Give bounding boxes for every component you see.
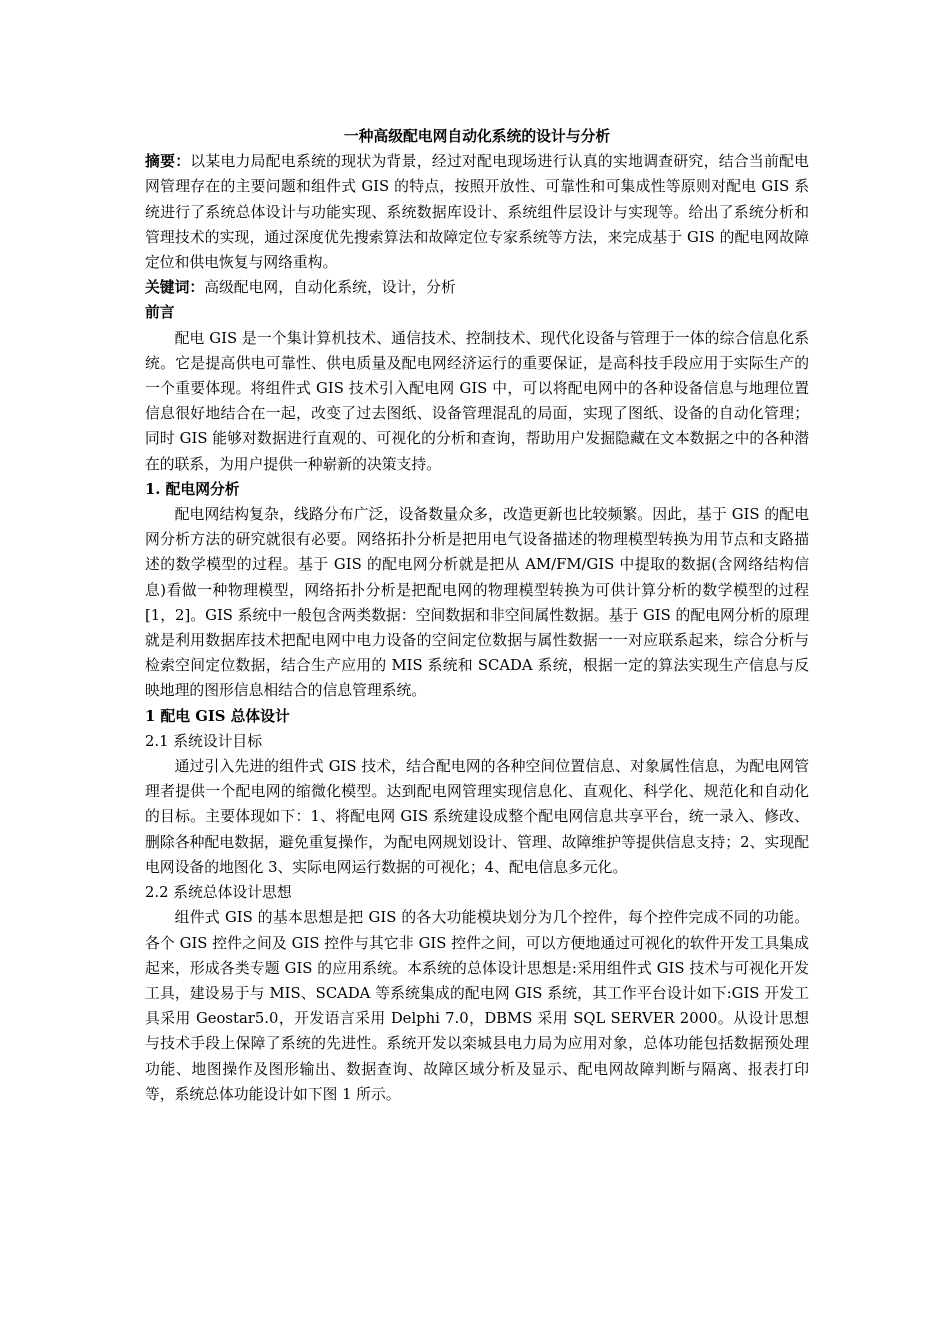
- section2-2-heading: 2.2 系统总体设计思想: [145, 884, 292, 902]
- keywords-text: 高级配电网，自动化系统，设计，分析: [204, 279, 456, 297]
- preface-heading: 前言: [145, 304, 175, 322]
- section2-1-heading: 2.1 系统设计目标: [145, 732, 263, 750]
- section2-heading: 1 配电 GIS 总体设计: [145, 707, 290, 725]
- section2-1-paragraph: 通过引入先进的组件式 GIS 技术，结合配电网的各种空间位置信息、对象属性信息，为配电网管理者提供一个配电网的缩微化模型。达到配电网管理实现信息化、直观化、科学化、规范化和自动化的目标。主要体现如下：1、将配电网 GIS 系统建设成整个配电网信息共享平台，统一录入、修改、删除各种配电数据，避免重复操作，为配电网规划设计、管理、故障维护等提供信息支持；2、实现配电网设备的地图化 3、实际电网运行数据的可视化；4、配电信息多元化。: [145, 758, 809, 876]
- abstract-paragraph: [145, 149, 809, 275]
- section1-heading: 1. 配电网分析: [145, 480, 240, 498]
- preface-paragraph: 配电 GIS 是一个集计算机技术、通信技术、控制技术、现代化设备与管理于一体的综合信息化系统。它是提高供电可靠性、供电质量及配电网经济运行的重要保证，是高科技手段应用于实际生产的一个重要体现。将组件式 GIS 技术引入配电网 GIS 中，可以将配电网中的各种设备信息与地理位置信息很好地结合在一起，改变了过去图纸、设备管理混乱的局面，实现了图纸、设备的自动化管理；同时 GIS 能够对数据进行直观的、可视化的分析和查询，帮助用户发掘隐藏在文本数据之中的各种潜在的联系，为用户提供一种崭新的决策支持。: [145, 329, 809, 473]
- section2-2-paragraph: 组件式 GIS 的基本思想是把 GIS 的各大功能模块划分为几个控件，每个控件完成不同的功能。各个 GIS 控件之间及 GIS 控件与其它非 GIS 控件之间，可以方便地通过可视化的软件开发工具集成起来，形成各类专题 GIS 的应用系统。本系统的总体设计思想是:采用组件式 GIS 技术与可视化开发工具，建设易于与 MIS、SCADA 等系统集成的配电网 GIS 系统，其工作平台设计如下:GIS 开发工具采用 Geostar5.0，开发语言采用 Delphi 7.0，DBMS 采用 SQL SERVER 2000。从设计思想与技术手段上保障了系统的先进性。系统开发以栾城县电力局为应用对象，总体功能包括数据预处理功能、地图操作及图形输出、数据查询、故障区域分析及显示、配电网故障判断与隔离、报表打印等，系统总体功能设计如下图 1 所示。: [145, 909, 809, 1103]
- keywords-label: 关键词：: [145, 279, 205, 297]
- abstract-text: 以某电力局配电系统的现状为背景，经过对配电现场进行认真的实地调查研究，结合当前配电网管理存在的主要问题和组件式 GIS 的特点，按照开放性、可靠性和可集成性等原则对配电 GIS 系统进行了系统总体设计与功能实现、系统数据库设计、系统组件层设计与实现等。给出了系统分析和管理技术的实现，通过深度优先搜索算法和故障定位专家系统等方法，来完成基于 GIS 的配电网故障定位和供电恢复与网络重构。: [145, 153, 809, 272]
- paper-title: 一种高级配电网自动化系统的设计与分析: [343, 128, 611, 145]
- keywords-paragraph: [145, 275, 809, 300]
- section1-paragraph: 配电网结构复杂，线路分布广泛，设备数量众多，改造更新也比较频繁。因此，基于 GIS 的配电网分析方法的研究就很有必要。网络拓扑分析是把用电气设备描述的物理模型转换为用节点和支路描述的数学模型的过程。基于 GIS 的配电网分析就是把从 AM/FM/GIS 中提取的数据(含网络结构信息)看做一种物理模型，网络拓扑分析是把配电网的物理模型转换为可供计算分析的数学模型的过程[1，2]。GIS 系统中一般包含两类数据：空间数据和非空间属性数据。基于 GIS 的配电网分析的原理就是利用数据库技术把配电网中电力设备的空间定位数据与属性数据一一对应联系起来，综合分析与检索空间定位数据，结合生产应用的 MIS 系统和 SCADA 系统，根据一定的算法实现生产信息与反映地理的图形信息相结合的信息管理系统。: [145, 506, 809, 700]
- document-page: [145, 124, 809, 1107]
- abstract-label: 摘要：: [145, 153, 191, 171]
